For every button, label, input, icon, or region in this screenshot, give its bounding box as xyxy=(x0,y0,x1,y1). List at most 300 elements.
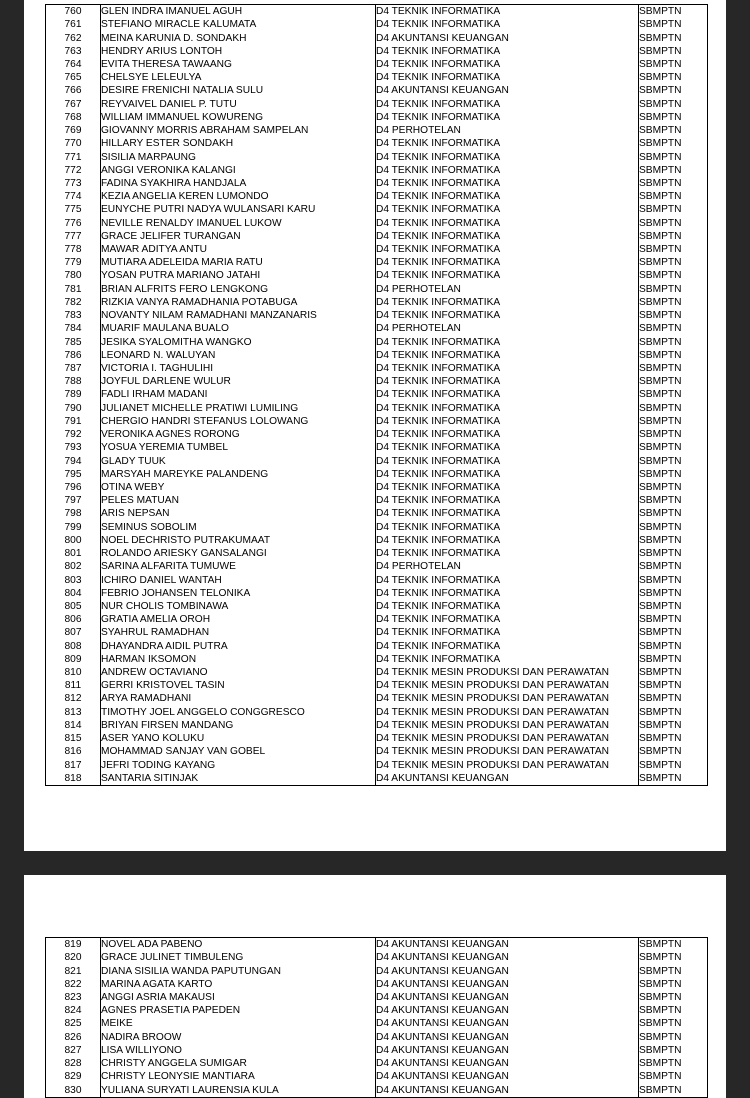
student-name: ANDREW OCTAVIANO xyxy=(101,666,376,679)
study-program: D4 TEKNIK INFORMATIKA xyxy=(376,18,639,31)
table-row xyxy=(46,1004,708,1017)
admission-path: SBMPTN xyxy=(639,164,708,177)
study-program: D4 TEKNIK INFORMATIKA xyxy=(376,335,639,348)
table-row xyxy=(46,1070,708,1083)
admission-path: SBMPTN xyxy=(639,772,708,786)
row-number: 776 xyxy=(46,217,101,230)
table-row xyxy=(46,626,708,639)
admission-path: SBMPTN xyxy=(639,587,708,600)
study-program: D4 TEKNIK MESIN PRODUKSI DAN PERAWATAN xyxy=(376,706,639,719)
student-name: BRIYAN FIRSEN MANDANG xyxy=(101,719,376,732)
admission-path: SBMPTN xyxy=(639,402,708,415)
table-row xyxy=(46,964,708,977)
admission-path: SBMPTN xyxy=(639,296,708,309)
study-program: D4 TEKNIK INFORMATIKA xyxy=(376,428,639,441)
admission-path: SBMPTN xyxy=(639,415,708,428)
row-number: 824 xyxy=(46,1004,101,1017)
study-program: D4 AKUNTANSI KEUANGAN xyxy=(376,964,639,977)
admission-path: SBMPTN xyxy=(639,45,708,58)
admission-path: SBMPTN xyxy=(639,283,708,296)
study-program: D4 PERHOTELAN xyxy=(376,124,639,137)
admission-path: SBMPTN xyxy=(639,758,708,771)
table-row xyxy=(46,507,708,520)
row-number: 826 xyxy=(46,1031,101,1044)
study-program: D4 AKUNTANSI KEUANGAN xyxy=(376,1017,639,1030)
study-program: D4 TEKNIK INFORMATIKA xyxy=(376,454,639,467)
admission-path: SBMPTN xyxy=(639,335,708,348)
study-program: D4 TEKNIK INFORMATIKA xyxy=(376,573,639,586)
row-number: 791 xyxy=(46,415,101,428)
table-row xyxy=(46,203,708,216)
student-name: LISA WILLIYONO xyxy=(101,1044,376,1057)
table-row xyxy=(46,1057,708,1070)
student-name: OTINA WEBY xyxy=(101,481,376,494)
study-program: D4 PERHOTELAN xyxy=(376,560,639,573)
study-program: D4 TEKNIK INFORMATIKA xyxy=(376,269,639,282)
admission-path: SBMPTN xyxy=(639,309,708,322)
table-row xyxy=(46,951,708,964)
table-row xyxy=(46,745,708,758)
admission-path: SBMPTN xyxy=(639,441,708,454)
table-row xyxy=(46,692,708,705)
row-number: 760 xyxy=(46,5,101,19)
study-program: D4 TEKNIK INFORMATIKA xyxy=(376,534,639,547)
student-name: ASER YANO KOLUKU xyxy=(101,732,376,745)
table-row xyxy=(46,388,708,401)
row-number: 770 xyxy=(46,137,101,150)
row-number: 785 xyxy=(46,335,101,348)
row-number: 793 xyxy=(46,441,101,454)
study-program: D4 TEKNIK INFORMATIKA xyxy=(376,375,639,388)
table-row xyxy=(46,1031,708,1044)
table-row xyxy=(46,415,708,428)
table-row xyxy=(46,441,708,454)
row-number: 801 xyxy=(46,547,101,560)
admission-path: SBMPTN xyxy=(639,269,708,282)
student-name: ANGGI VERONIKA KALANGI xyxy=(101,164,376,177)
row-number: 819 xyxy=(46,938,101,952)
row-number: 821 xyxy=(46,964,101,977)
row-number: 808 xyxy=(46,640,101,653)
admission-path: SBMPTN xyxy=(639,745,708,758)
study-program: D4 TEKNIK INFORMATIKA xyxy=(376,653,639,666)
student-name: CHELSYE LELEULYA xyxy=(101,71,376,84)
table-row xyxy=(46,938,708,952)
study-program: D4 TEKNIK INFORMATIKA xyxy=(376,521,639,534)
row-number: 806 xyxy=(46,613,101,626)
study-program: D4 TEKNIK INFORMATIKA xyxy=(376,296,639,309)
table-row xyxy=(46,124,708,137)
study-program: D4 TEKNIK INFORMATIKA xyxy=(376,388,639,401)
admission-path: SBMPTN xyxy=(639,719,708,732)
study-program: D4 AKUNTANSI KEUANGAN xyxy=(376,31,639,44)
table-row xyxy=(46,560,708,573)
table-row xyxy=(46,269,708,282)
study-program: D4 TEKNIK MESIN PRODUKSI DAN PERAWATAN xyxy=(376,679,639,692)
student-name: HENDRY ARIUS LONTOH xyxy=(101,45,376,58)
document-page-1 xyxy=(24,0,726,851)
row-number: 779 xyxy=(46,256,101,269)
row-number: 807 xyxy=(46,626,101,639)
table-row xyxy=(46,613,708,626)
admission-path: SBMPTN xyxy=(639,5,708,19)
student-name: NOVEL ADA PABENO xyxy=(101,938,376,952)
table-row xyxy=(46,230,708,243)
student-name: SARINA ALFARITA TUMUWE xyxy=(101,560,376,573)
student-name: EVITA THERESA TAWAANG xyxy=(101,58,376,71)
study-program: D4 AKUNTANSI KEUANGAN xyxy=(376,1070,639,1083)
student-name: ROLANDO ARIESKY GANSALANGI xyxy=(101,547,376,560)
study-program: D4 TEKNIK INFORMATIKA xyxy=(376,58,639,71)
row-number: 799 xyxy=(46,521,101,534)
table-row xyxy=(46,190,708,203)
row-number: 792 xyxy=(46,428,101,441)
row-number: 795 xyxy=(46,468,101,481)
row-number: 797 xyxy=(46,494,101,507)
row-number: 812 xyxy=(46,692,101,705)
table-row xyxy=(46,978,708,991)
table-row xyxy=(46,666,708,679)
student-name: JULIANET MICHELLE PRATIWI LUMILING xyxy=(101,402,376,415)
row-number: 769 xyxy=(46,124,101,137)
admission-path: SBMPTN xyxy=(639,938,708,952)
student-name: JESIKA SYALOMITHA WANGKO xyxy=(101,335,376,348)
student-name: BRIAN ALFRITS FERO LENGKONG xyxy=(101,283,376,296)
row-number: 815 xyxy=(46,732,101,745)
study-program: D4 TEKNIK INFORMATIKA xyxy=(376,640,639,653)
admission-path: SBMPTN xyxy=(639,98,708,111)
student-name: NOEL DECHRISTO PUTRAKUMAAT xyxy=(101,534,376,547)
student-name: MUARIF MAULANA BUALO xyxy=(101,322,376,335)
study-program: D4 TEKNIK INFORMATIKA xyxy=(376,468,639,481)
row-number: 781 xyxy=(46,283,101,296)
admission-path: SBMPTN xyxy=(639,494,708,507)
admission-path: SBMPTN xyxy=(639,190,708,203)
study-program: D4 TEKNIK INFORMATIKA xyxy=(376,190,639,203)
student-name: LEONARD N. WALUYAN xyxy=(101,349,376,362)
roster-table xyxy=(45,4,708,786)
table-row xyxy=(46,335,708,348)
study-program: D4 TEKNIK INFORMATIKA xyxy=(376,256,639,269)
admission-path: SBMPTN xyxy=(639,481,708,494)
admission-path: SBMPTN xyxy=(639,613,708,626)
table-row xyxy=(46,600,708,613)
table-row xyxy=(46,31,708,44)
table-row xyxy=(46,679,708,692)
admission-path: SBMPTN xyxy=(639,679,708,692)
admission-path: SBMPTN xyxy=(639,653,708,666)
study-program: D4 TEKNIK INFORMATIKA xyxy=(376,494,639,507)
admission-path: SBMPTN xyxy=(639,964,708,977)
student-name: NUR CHOLIS TOMBINAWA xyxy=(101,600,376,613)
row-number: 771 xyxy=(46,150,101,163)
study-program: D4 TEKNIK INFORMATIKA xyxy=(376,177,639,190)
table-row xyxy=(46,481,708,494)
row-number: 813 xyxy=(46,706,101,719)
admission-path: SBMPTN xyxy=(639,124,708,137)
admission-path: SBMPTN xyxy=(639,322,708,335)
table-row xyxy=(46,375,708,388)
study-program: D4 AKUNTANSI KEUANGAN xyxy=(376,991,639,1004)
student-name: PELES MATUAN xyxy=(101,494,376,507)
row-number: 763 xyxy=(46,45,101,58)
admission-path: SBMPTN xyxy=(639,362,708,375)
admission-path: SBMPTN xyxy=(639,349,708,362)
table-row xyxy=(46,640,708,653)
study-program: D4 AKUNTANSI KEUANGAN xyxy=(376,938,639,952)
document-page-2 xyxy=(24,875,726,1098)
row-number: 766 xyxy=(46,84,101,97)
table-row xyxy=(46,521,708,534)
study-program: D4 TEKNIK INFORMATIKA xyxy=(376,111,639,124)
student-name: HARMAN IKSOMON xyxy=(101,653,376,666)
admission-path: SBMPTN xyxy=(639,706,708,719)
study-program: D4 PERHOTELAN xyxy=(376,283,639,296)
student-name: GERRI KRISTOVEL TASIN xyxy=(101,679,376,692)
study-program: D4 TEKNIK INFORMATIKA xyxy=(376,415,639,428)
table-row xyxy=(46,217,708,230)
row-number: 767 xyxy=(46,98,101,111)
row-number: 777 xyxy=(46,230,101,243)
row-number: 798 xyxy=(46,507,101,520)
admission-path: SBMPTN xyxy=(639,732,708,745)
student-name: STEFIANO MIRACLE KALUMATA xyxy=(101,18,376,31)
admission-path: SBMPTN xyxy=(639,534,708,547)
admission-path: SBMPTN xyxy=(639,18,708,31)
admission-path: SBMPTN xyxy=(639,1057,708,1070)
roster-table-body xyxy=(46,5,708,786)
study-program: D4 AKUNTANSI KEUANGAN xyxy=(376,84,639,97)
row-number: 787 xyxy=(46,362,101,375)
study-program: D4 TEKNIK MESIN PRODUKSI DAN PERAWATAN xyxy=(376,692,639,705)
study-program: D4 TEKNIK INFORMATIKA xyxy=(376,5,639,19)
student-name: MARINA AGATA KARTO xyxy=(101,978,376,991)
student-name: FADINA SYAKHIRA HANDJALA xyxy=(101,177,376,190)
row-number: 784 xyxy=(46,322,101,335)
row-number: 788 xyxy=(46,375,101,388)
study-program: D4 TEKNIK INFORMATIKA xyxy=(376,587,639,600)
study-program: D4 AKUNTANSI KEUANGAN xyxy=(376,1083,639,1097)
table-row xyxy=(46,991,708,1004)
student-name: MUTIARA ADELEIDA MARIA RATU xyxy=(101,256,376,269)
table-row xyxy=(46,296,708,309)
study-program: D4 TEKNIK INFORMATIKA xyxy=(376,402,639,415)
row-number: 761 xyxy=(46,18,101,31)
admission-path: SBMPTN xyxy=(639,600,708,613)
table-row xyxy=(46,402,708,415)
student-name: VICTORIA I. TAGHULIHI xyxy=(101,362,376,375)
study-program: D4 TEKNIK INFORMATIKA xyxy=(376,98,639,111)
student-name: MOHAMMAD SANJAY VAN GOBEL xyxy=(101,745,376,758)
table-row xyxy=(46,1083,708,1097)
row-number: 805 xyxy=(46,600,101,613)
admission-path: SBMPTN xyxy=(639,666,708,679)
study-program: D4 TEKNIK INFORMATIKA xyxy=(376,481,639,494)
student-name: KEZIA ANGELIA KEREN LUMONDO xyxy=(101,190,376,203)
admission-path: SBMPTN xyxy=(639,573,708,586)
table-row xyxy=(46,362,708,375)
admission-path: SBMPTN xyxy=(639,626,708,639)
admission-path: SBMPTN xyxy=(639,217,708,230)
table-row xyxy=(46,256,708,269)
admission-path: SBMPTN xyxy=(639,428,708,441)
student-name: YULIANA SURYATI LAURENSIA KULA xyxy=(101,1083,376,1097)
table-row xyxy=(46,5,708,19)
table-row xyxy=(46,772,708,786)
admission-path: SBMPTN xyxy=(639,507,708,520)
student-name: RIZKIA VANYA RAMADHANIA POTABUGA xyxy=(101,296,376,309)
student-name: MEINA KARUNIA D. SONDAKH xyxy=(101,31,376,44)
study-program: D4 AKUNTANSI KEUANGAN xyxy=(376,978,639,991)
admission-path: SBMPTN xyxy=(639,31,708,44)
row-number: 816 xyxy=(46,745,101,758)
admission-path: SBMPTN xyxy=(639,454,708,467)
admission-path: SBMPTN xyxy=(639,177,708,190)
table-row xyxy=(46,18,708,31)
study-program: D4 AKUNTANSI KEUANGAN xyxy=(376,772,639,786)
row-number: 772 xyxy=(46,164,101,177)
study-program: D4 TEKNIK INFORMATIKA xyxy=(376,150,639,163)
table-row xyxy=(46,98,708,111)
study-program: D4 TEKNIK MESIN PRODUKSI DAN PERAWATAN xyxy=(376,758,639,771)
table-row xyxy=(46,1017,708,1030)
study-program: D4 TEKNIK INFORMATIKA xyxy=(376,309,639,322)
student-name: DIANA SISILIA WANDA PAPUTUNGAN xyxy=(101,964,376,977)
study-program: D4 AKUNTANSI KEUANGAN xyxy=(376,1004,639,1017)
row-number: 804 xyxy=(46,587,101,600)
table-row xyxy=(46,309,708,322)
student-name: GRACE JULINET TIMBULENG xyxy=(101,951,376,964)
admission-path: SBMPTN xyxy=(639,1031,708,1044)
admission-path: SBMPTN xyxy=(639,521,708,534)
student-name: NADIRA BROOW xyxy=(101,1031,376,1044)
admission-path: SBMPTN xyxy=(639,71,708,84)
table-row xyxy=(46,653,708,666)
student-name: GRATIA AMELIA OROH xyxy=(101,613,376,626)
table-row xyxy=(46,732,708,745)
row-number: 789 xyxy=(46,388,101,401)
study-program: D4 PERHOTELAN xyxy=(376,322,639,335)
table-row xyxy=(46,494,708,507)
table-row xyxy=(46,719,708,732)
admission-path: SBMPTN xyxy=(639,640,708,653)
study-program: D4 TEKNIK MESIN PRODUKSI DAN PERAWATAN xyxy=(376,666,639,679)
row-number: 803 xyxy=(46,573,101,586)
student-name: YOSUA YEREMIA TUMBEL xyxy=(101,441,376,454)
row-number: 762 xyxy=(46,31,101,44)
study-program: D4 TEKNIK INFORMATIKA xyxy=(376,547,639,560)
student-name: FADLI IRHAM MADANI xyxy=(101,388,376,401)
student-name: GIOVANNY MORRIS ABRAHAM SAMPELAN xyxy=(101,124,376,137)
table-row xyxy=(46,150,708,163)
student-name: EUNYCHE PUTRI NADYA WULANSARI KARU xyxy=(101,203,376,216)
student-name: GRACE JELIFER TURANGAN xyxy=(101,230,376,243)
study-program: D4 TEKNIK INFORMATIKA xyxy=(376,137,639,150)
table-row xyxy=(46,58,708,71)
admission-path: SBMPTN xyxy=(639,58,708,71)
student-name: JEFRI TODING KAYANG xyxy=(101,758,376,771)
table-row xyxy=(46,349,708,362)
admission-path: SBMPTN xyxy=(639,547,708,560)
study-program: D4 TEKNIK INFORMATIKA xyxy=(376,362,639,375)
student-name: CHERGIO HANDRI STEFANUS LOLOWANG xyxy=(101,415,376,428)
admission-path: SBMPTN xyxy=(639,256,708,269)
table-row xyxy=(46,177,708,190)
student-name: DHAYANDRA AIDIL PUTRA xyxy=(101,640,376,653)
row-number: 830 xyxy=(46,1083,101,1097)
admission-path: SBMPTN xyxy=(639,150,708,163)
admission-path: SBMPTN xyxy=(639,560,708,573)
study-program: D4 TEKNIK INFORMATIKA xyxy=(376,203,639,216)
row-number: 782 xyxy=(46,296,101,309)
student-name: ARIS NEPSAN xyxy=(101,507,376,520)
roster-table xyxy=(45,937,708,1098)
student-name: CHRISTY ANGGELA SUMIGAR xyxy=(101,1057,376,1070)
study-program: D4 TEKNIK MESIN PRODUKSI DAN PERAWATAN xyxy=(376,745,639,758)
admission-path: SBMPTN xyxy=(639,1070,708,1083)
admission-path: SBMPTN xyxy=(639,243,708,256)
student-name: HILLARY ESTER SONDAKH xyxy=(101,137,376,150)
row-number: 817 xyxy=(46,758,101,771)
table-row xyxy=(46,587,708,600)
student-name: REYVAIVEL DANIEL P. TUTU xyxy=(101,98,376,111)
row-number: 800 xyxy=(46,534,101,547)
row-number: 811 xyxy=(46,679,101,692)
student-name: GLEN INDRA IMANUEL AGUH xyxy=(101,5,376,19)
student-name: MEIKE xyxy=(101,1017,376,1030)
row-number: 775 xyxy=(46,203,101,216)
study-program: D4 TEKNIK INFORMATIKA xyxy=(376,507,639,520)
row-number: 764 xyxy=(46,58,101,71)
row-number: 823 xyxy=(46,991,101,1004)
student-name: NOVANTY NILAM RAMADHANI MANZANARIS xyxy=(101,309,376,322)
student-name: GLADY TUUK xyxy=(101,454,376,467)
study-program: D4 TEKNIK INFORMATIKA xyxy=(376,217,639,230)
row-number: 774 xyxy=(46,190,101,203)
table-row xyxy=(46,111,708,124)
row-number: 786 xyxy=(46,349,101,362)
row-number: 773 xyxy=(46,177,101,190)
table-row xyxy=(46,45,708,58)
study-program: D4 TEKNIK INFORMATIKA xyxy=(376,349,639,362)
table-row xyxy=(46,454,708,467)
student-name: NEVILLE RENALDY IMANUEL LUKOW xyxy=(101,217,376,230)
student-name: YOSAN PUTRA MARIANO JATAHI xyxy=(101,269,376,282)
table-row xyxy=(46,534,708,547)
table-row xyxy=(46,71,708,84)
study-program: D4 AKUNTANSI KEUANGAN xyxy=(376,1057,639,1070)
table-row xyxy=(46,547,708,560)
table-row xyxy=(46,468,708,481)
study-program: D4 AKUNTANSI KEUANGAN xyxy=(376,1044,639,1057)
row-number: 790 xyxy=(46,402,101,415)
student-name: CHRISTY LEONYSIE MANTIARA xyxy=(101,1070,376,1083)
study-program: D4 TEKNIK INFORMATIKA xyxy=(376,243,639,256)
row-number: 825 xyxy=(46,1017,101,1030)
student-name: JOYFUL DARLENE WULUR xyxy=(101,375,376,388)
study-program: D4 TEKNIK INFORMATIKA xyxy=(376,71,639,84)
student-name: AGNES PRASETIA PAPEDEN xyxy=(101,1004,376,1017)
table-row xyxy=(46,706,708,719)
table-row xyxy=(46,322,708,335)
study-program: D4 TEKNIK INFORMATIKA xyxy=(376,230,639,243)
admission-path: SBMPTN xyxy=(639,111,708,124)
row-number: 829 xyxy=(46,1070,101,1083)
admission-path: SBMPTN xyxy=(639,978,708,991)
table-row xyxy=(46,164,708,177)
student-name: ARYA RAMADHANI xyxy=(101,692,376,705)
admission-path: SBMPTN xyxy=(639,84,708,97)
